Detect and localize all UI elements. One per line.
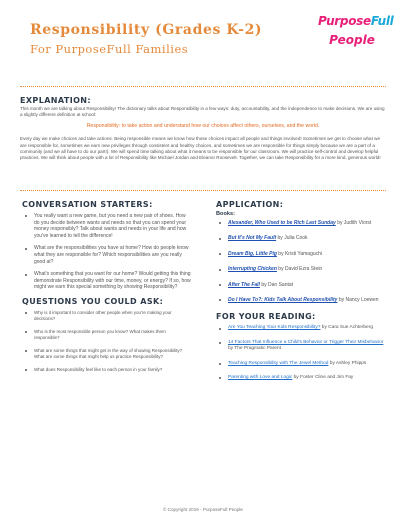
list-item: You really want a new game, but you need a new pair of shoes. How do you decide between wants and needs so that you can spend your money responsibly? Talk about wants and needs in your life and how you've learned to tell the difference! <box>22 213 192 239</box>
logo-line2: People <box>329 33 375 47</box>
list-item: What are some things that might get in the way of showing Responsibility? What are some things that might help us practice Responsibility? <box>22 348 192 360</box>
list-item <box>216 282 386 288</box>
book-author: by David Ezra Stein <box>276 266 323 273</box>
article-link[interactable]: 14 Factors That Influence a Child's Behavior or Trigger Their Misbehavior <box>228 339 384 345</box>
article-author: by The Pragmatic Parent <box>228 346 281 352</box>
list-item: Who is the most responsible person you know? What makes them responsible? <box>22 329 192 341</box>
logo-line1 <box>318 14 394 28</box>
list-item <box>216 235 386 241</box>
application-heading: APPLICATION: <box>216 200 284 209</box>
list-item: What does Responsibility feel like to each person in your family? <box>22 367 192 373</box>
questions-list <box>22 310 192 373</box>
list-item <box>216 340 386 353</box>
list-item <box>216 325 386 331</box>
page-title: Responsibility (Grades K-2) <box>30 22 263 38</box>
conversation-heading: CONVERSATION STARTERS: <box>22 200 153 209</box>
book-link[interactable]: Alexander, Who Used to be Rich Last Sunday <box>228 220 336 226</box>
book-author: by Judith Viorst <box>335 220 372 226</box>
list-item: What are the responsibilities you have at home? How do people know what they are responsible for? Which responsibilities are you really good at? <box>22 245 192 265</box>
explanation-intro: This month we are talking about Responsibility! The dictionary talks about Responsibility in a few ways: duty, accountability, and the independence to make decisions. We are using a slightly different definition at school: <box>20 106 385 118</box>
explanation-heading: EXPLANATION: <box>20 96 91 105</box>
purposefull-people-logo <box>318 14 394 58</box>
book-author: by Kristi Yamaguchi <box>276 250 323 257</box>
book-link[interactable]: Interrupting Chicken <box>228 266 277 273</box>
header-divider <box>20 86 386 87</box>
article-author: by Foster Cline and Jim Fay <box>292 375 354 381</box>
list-item <box>216 266 386 272</box>
books-label: Books: <box>216 211 235 217</box>
reading-heading: FOR YOUR READING: <box>216 312 316 322</box>
responsibility-definition: Responsibility: to take action and understand how our choices affect others, ourselves, and the world. <box>86 123 320 130</box>
page-subtitle: For PurposeFull Families <box>30 42 189 56</box>
explanation-body: Every day we make choices and take actions. Being responsible means we know how those choices impact all people and things involved! Sometimes we get to choose what we are responsible for, sometimes we earn new privileges through consistent and healthy choices, and sometimes we are responsible for things simply because we are a part of a community (and we all have to do our part!). We will spend time talking about what it means to be responsible for our classroom. We will practice self-control and develop helpful practices. We will think about people with a lot of Responsibility like Michael Jordan and Eleanor Roosevelt. Together, we can take Responsibility for a more kind, generous world! <box>20 136 381 161</box>
list-item <box>216 375 386 381</box>
book-link[interactable]: Do I Have To?: Kids Talk About Responsibility <box>228 297 338 304</box>
header <box>30 21 290 56</box>
book-author: by Dan Santat <box>259 281 294 288</box>
right-column <box>216 200 386 389</box>
list-item: What's something that you want for our home? Would getting this thing demonstrate Responsibility with our time, money, or energy? If so, how might we earn this special something by showing Responsibility? <box>22 271 192 291</box>
left-column <box>22 200 192 380</box>
book-link[interactable]: After The Fall <box>228 281 260 288</box>
copyright-footer: © Copyright 2019 - PurposeFull People <box>163 507 243 512</box>
article-link[interactable]: Parenting with Love and Logic <box>228 375 293 381</box>
reading-list <box>216 325 386 381</box>
article-link[interactable]: Are You Teaching Your Kids Responsibility? <box>228 325 321 331</box>
section-divider <box>20 190 386 191</box>
list-item <box>216 361 386 367</box>
logo-full: Full <box>370 14 394 28</box>
explanation-section <box>20 96 386 161</box>
book-link[interactable]: But It's Not My Fault <box>228 235 277 242</box>
books-list <box>216 220 386 303</box>
article-author: by Cara Sue Achterberg <box>320 325 373 331</box>
article-author: by Ashley Phipps <box>328 360 367 366</box>
book-link[interactable]: Dream Big, Little Pig <box>228 250 277 257</box>
conversation-list <box>22 213 192 291</box>
article-link[interactable]: Teaching Responsibility with The Jewel Method <box>228 360 329 366</box>
list-item <box>216 220 386 226</box>
list-item <box>216 297 386 303</box>
questions-heading: QUESTIONS YOU COULD ASK: <box>22 296 164 306</box>
book-author: by Julia Cook <box>276 235 308 242</box>
list-item <box>216 251 386 257</box>
logo-purpose: Purpose <box>318 14 371 28</box>
book-author: by Nancy Loewen <box>337 297 379 304</box>
list-item: Why is it important to consider other people when you're making your decisions? <box>22 310 192 322</box>
